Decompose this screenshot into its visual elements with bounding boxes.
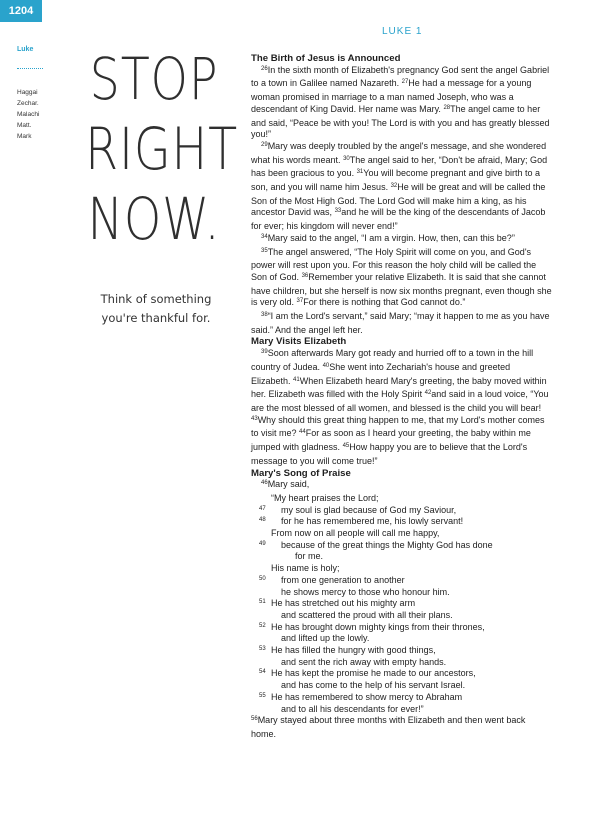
paragraph [251, 348, 552, 467]
poem-line [251, 516, 552, 528]
callout-line: NOW. [87, 185, 221, 253]
poem-line [251, 645, 552, 657]
verse-text: He had a message for a young woman promised in marriage to a man named Joseph, who was a descendant of King David. Her name was Mary. [251, 78, 532, 114]
verse-number: 40 [322, 362, 330, 369]
verse-text: When Elizabeth heard Mary's greeting, the baby moved within her. Elizabeth was filled with the Holy Spirit [251, 375, 547, 400]
poem-text: and lifted up the lowly. [281, 633, 370, 644]
verse-number: 54 [259, 669, 266, 676]
verse-number: 32 [390, 183, 398, 190]
poem-line [251, 598, 552, 610]
poem-text: He has brought down mighty kings from their thrones, [271, 621, 485, 632]
verse-text: Mary said, [267, 479, 310, 490]
poem-line [251, 575, 552, 587]
poem-text: From now on all people will call me happy, [271, 528, 440, 539]
verse-text: Remember your relative Elizabeth. It is said that she cannot have children, but she herself is now six months pregnant, even though she is very old. [251, 271, 552, 308]
callout-line: RIGHT [85, 115, 238, 183]
verse-number: 53 [259, 646, 266, 653]
poem-line [251, 528, 552, 540]
poem-text: His name is holy; [271, 563, 340, 574]
verse-text: You will become pregnant and give birth to a son, and you will name him Jesus. [251, 168, 541, 193]
poem-line [251, 610, 552, 622]
poem-line [251, 587, 552, 599]
verse-number: 42 [424, 390, 432, 397]
verse-text: How happy you are to believe that the Lord's message to you will come true!” [251, 442, 528, 466]
poem-text: he shows mercy to those who honour him. [281, 586, 450, 597]
verse-number: 31 [356, 169, 364, 176]
paragraph [251, 247, 552, 312]
poem-text: “My heart praises the Lord; [271, 492, 379, 503]
verse-number: 37 [296, 298, 304, 305]
poem-line [251, 540, 552, 552]
page-number: 1204 [8, 5, 34, 17]
poem-text: and to all his descendants for ever!” [281, 703, 424, 714]
poem-text: and sent the rich away with empty hands. [281, 656, 447, 667]
callout-title [70, 44, 238, 254]
poem-line [251, 704, 552, 716]
verse-number: 45 [342, 443, 350, 450]
poem-text: and has come to the help of his servant Israel. [281, 680, 466, 691]
callout-line: STOP [89, 45, 219, 113]
section-heading: Mary Visits Elizabeth [251, 336, 347, 348]
sidebar-book[interactable]: Mark [17, 133, 32, 140]
poem-line [251, 657, 552, 669]
verse-number: 46 [261, 480, 268, 487]
verse-number: 26 [261, 65, 268, 72]
sidebar-divider [17, 68, 43, 69]
verse-number: 43 [251, 415, 258, 422]
verse-number: 30 [343, 155, 350, 162]
verse-text: Mary said to the angel, “I am a virgin. How, then, can this be?” [267, 232, 515, 243]
paragraph [251, 479, 552, 493]
verse-text: and he will be the king of the descendants of Jacob for ever; his kingdom will never end!” [251, 207, 546, 232]
verse-number: 34 [261, 233, 268, 240]
verse-number: 52 [259, 622, 266, 629]
verse-number: 50 [259, 575, 266, 582]
verse-number: 44 [299, 429, 306, 436]
verse-number: 33 [334, 208, 342, 215]
poem-line [251, 668, 552, 680]
verse-number: 38 [261, 312, 268, 319]
verse-text: Mary stayed about three months with Elizabeth and then went back home. [251, 715, 526, 739]
verse-text: The angel said to her, “Don't be afraid, Mary; God has been gracious to you. [251, 154, 548, 179]
verse-text: Soon afterwards Mary got ready and hurried off to a town in the hill country of Judea. [251, 348, 534, 372]
verse-text: Mary was deeply troubled by the angel's message, and she wondered what his words meant. [251, 140, 547, 165]
paragraph [251, 65, 552, 141]
verse-text: He will be great and will be called the Son of the Most High God. The Lord God will make him a king, as his ancestor David was, [251, 182, 546, 218]
poem-line [251, 505, 552, 517]
verse-text: The angel came to her and said, “Peace be with you! The Lord is with you and has greatly blessed you!” [251, 103, 550, 140]
section-heading: Mary's Song of Praise [251, 467, 351, 479]
callout-tagline [76, 290, 236, 328]
verse-number: 35 [261, 247, 268, 254]
verse-text: For there is nothing that God cannot do.” [303, 297, 466, 308]
poem-text: He has filled the hungry with good things, [271, 645, 436, 656]
verse-number: 36 [301, 272, 309, 279]
poem-text: He has stretched out his mighty arm [271, 598, 416, 609]
poem-text: He has kept the promise he made to our ancestors, [271, 668, 476, 679]
verse-number: 47 [259, 505, 266, 512]
verse-text: Why should this great thing happen to me, that my Lord's mother comes to visit me? [251, 414, 545, 439]
verse-number: 29 [261, 141, 268, 148]
sidebar-book-list [17, 87, 39, 142]
verse-text: and said in a loud voice, “You are the most blessed of all women, and blessed is the child you will bear! [251, 389, 549, 413]
paragraph [251, 715, 552, 740]
page-number-tab [0, 0, 42, 22]
section-heading: The Birth of Jesus is Announced [251, 53, 401, 64]
verse-number: 51 [259, 599, 266, 606]
verse-number: 27 [401, 79, 409, 86]
poem-line [251, 680, 552, 692]
poem-text: for he has remembered me, his lowly servant! [281, 516, 464, 527]
poem [251, 493, 552, 715]
sidebar-book[interactable]: Malachi [17, 111, 40, 118]
verse-text: For as soon as I heard your greeting, the baby within me jumped with gladness. [251, 428, 531, 453]
poem-line [251, 563, 552, 575]
verse-number: 48 [259, 517, 266, 524]
poem-text: and scattered the proud with all their plans. [281, 609, 453, 620]
sidebar-book[interactable]: Haggai [17, 89, 38, 96]
verse-number: 49 [259, 540, 266, 547]
tagline-line: you're thankful for. [101, 311, 211, 325]
poem-text: for me. [295, 551, 324, 562]
poem-line [251, 633, 552, 645]
verse-number: 41 [293, 376, 300, 383]
verse-number: 39 [261, 349, 268, 356]
poem-text: my soul is glad because of God my Saviour, [281, 504, 457, 515]
sidebar-book[interactable]: Matt. [17, 122, 32, 129]
verse-text: She went into Zechariah's house and greeted Elizabeth. [251, 361, 511, 386]
verse-number: 55 [259, 692, 266, 699]
paragraph [251, 141, 552, 233]
poem-line [251, 692, 552, 704]
paragraph [251, 311, 552, 336]
scripture-column [251, 53, 552, 741]
verse-text: In the sixth month of Elizabeth's pregnancy God sent the angel Gabriel to a town in Galilee named Nazareth. [251, 64, 550, 89]
paragraph [251, 233, 552, 247]
poem-text: from one generation to another [281, 574, 405, 585]
verse-number: 28 [443, 104, 451, 111]
sidebar-current-book[interactable]: Luke [17, 46, 34, 53]
verse-text: The angel answered, “The Holy Spirit will come on you, and God's power will rest upon you. For this reason the holy child will be called the Son of God. [251, 246, 537, 282]
poem-line [251, 622, 552, 634]
verse-number: 56 [251, 716, 258, 723]
poem-line [251, 493, 552, 505]
poem-line [251, 551, 552, 563]
verse-text: “I am the Lord's servant,” said Mary; “may it happen to me as you have said.” And the angel left her. [251, 311, 550, 335]
sidebar-book[interactable]: Zechar. [17, 100, 39, 107]
tagline-line: Think of something [100, 292, 212, 306]
chapter-heading: LUKE 1 [382, 26, 423, 37]
poem-text: He has remembered to show mercy to Abraham [271, 691, 463, 702]
poem-text: because of the great things the Mighty God has done [281, 539, 493, 550]
